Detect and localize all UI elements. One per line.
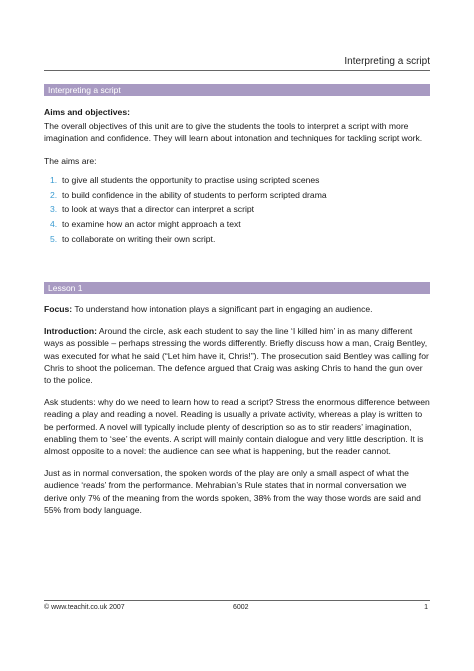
aims-intro: The overall objectives of this unit are to give the students the tools to interpret a script with more imagination and confidence. They will learn about intonation and techniques for tackling script work. — [44, 121, 423, 144]
aims-section — [44, 106, 430, 248]
section-band-interpreting: Interpreting a script — [44, 84, 430, 96]
list-number: 2. — [50, 189, 58, 200]
page-number: 1 — [424, 604, 428, 611]
footer-copyright: © www.teachit.co.uk 2007 — [44, 604, 125, 611]
focus-label: Focus: — [44, 304, 73, 314]
aims-list — [44, 174, 430, 245]
list-number: 5. — [50, 234, 58, 244]
list-text: to give all students the opportunity to practise using scripted scenes — [62, 174, 320, 185]
list-text: to build confidence in the ability of students to perform scripted drama — [62, 189, 327, 200]
list-item — [44, 233, 430, 245]
list-item — [44, 218, 430, 230]
list-item — [44, 174, 430, 186]
introduction-paragraph — [44, 325, 430, 386]
list-item — [44, 189, 430, 201]
list-number: 3. — [50, 204, 58, 215]
aims-heading: Aims and objectives: — [44, 107, 130, 117]
header-rule — [44, 70, 430, 71]
focus-text: To understand how intonation plays a significant part in engaging an audience. — [72, 304, 373, 314]
body-paragraph: Just as in normal conversation, the spoken words of the play are only a small aspect of what the audience ‘reads’ from the performance. Mehrabian’s Rule states that in normal conversation we derive only 7% of the meaning from the words spoken, 38% from the way those words are said and 55% from body language. — [44, 468, 421, 515]
section-band-lesson: Lesson 1 — [44, 282, 430, 294]
list-item — [44, 203, 430, 215]
lesson-section — [44, 303, 430, 526]
footer-code: 6002 — [233, 604, 249, 611]
list-number: 4. — [50, 219, 58, 230]
list-text: to collaborate on writing their own script. — [62, 234, 216, 244]
list-text: to examine how an actor might approach a text — [62, 219, 241, 230]
aims-label: The aims are: — [44, 155, 97, 166]
footer-rule — [44, 600, 430, 601]
running-header: Interpreting a script — [344, 56, 430, 67]
body-paragraph: Ask students: why do we need to learn how to read a script? Stress the enormous difference between reading a play and reading a novel. Reading is usually a private activity, whereas a play is written to be performed. A novel will typically include plenty of description so as to stir readers’ imagination, enabling them to ‘see’ the events. A script will mainly contain dialogue and very little description. It is almost opposite to a novel: the audience can see what is happening, but the reader cannot. — [44, 397, 430, 457]
introduction-text: Around the circle, ask each student to say the line ‘I killed him’ in as many different ways as possible – perhaps stressing the words differently. Briefly discuss how a man, Craig Bentley, was executed for what he said (“Let him have it, Chris!”). The prosecution said Bentley was calling for Chris to shoot the policeman. The defence argued that Craig was asking Chris to hand the gun over to the police. — [44, 326, 429, 386]
introduction-label: Introduction: — [44, 326, 97, 337]
list-text: to look at ways that a director can interpret a script — [62, 204, 255, 215]
focus-paragraph — [44, 303, 430, 315]
list-number: 1. — [50, 174, 58, 185]
